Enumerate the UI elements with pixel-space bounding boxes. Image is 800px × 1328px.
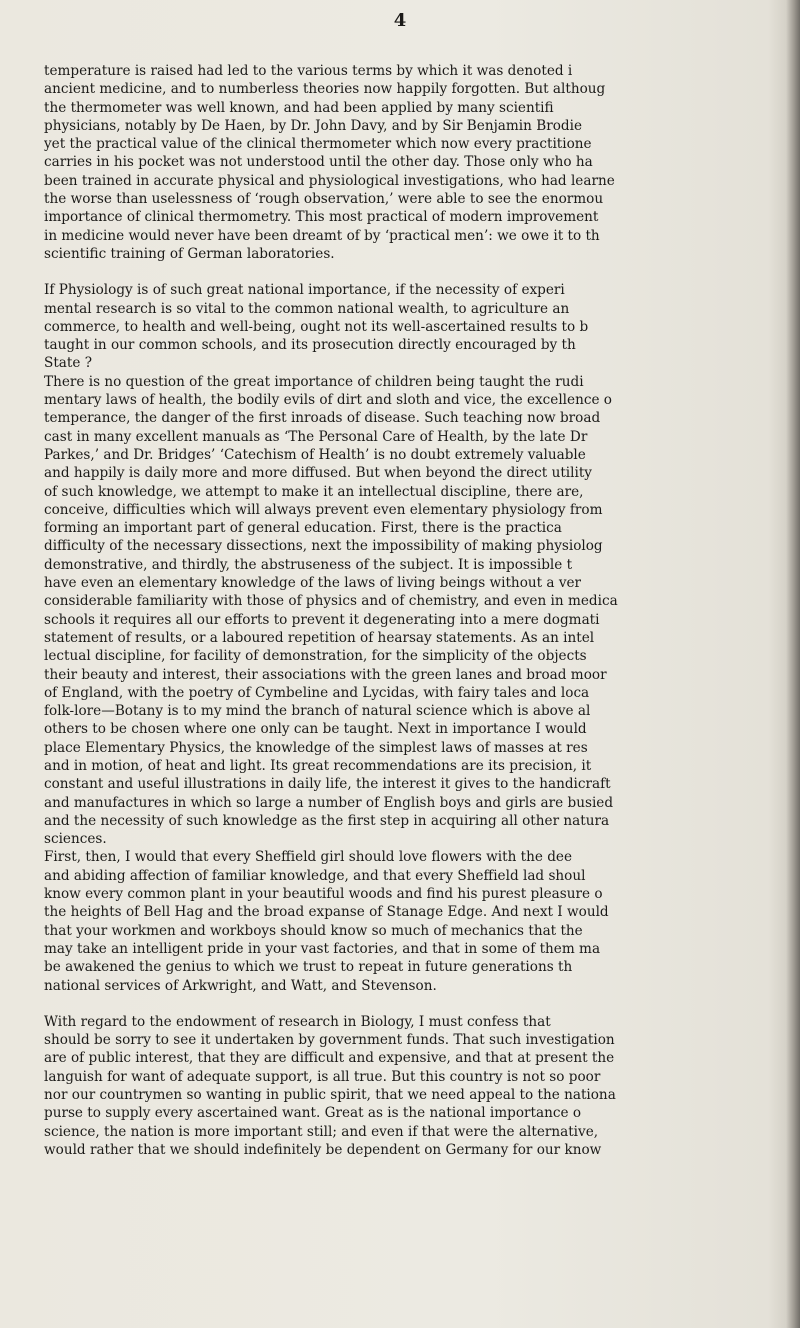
text-line: and manufactures in which so large a number of English boys and girls are busied xyxy=(44,794,614,811)
text-line: There is no question of the great importance of children being taught the rudi xyxy=(44,373,584,390)
text-line: considerable familiarity with those of physics and of chemistry, and even in medica xyxy=(44,593,618,610)
text-line: temperance, the danger of the first inroads of disease. Such teaching now broad xyxy=(44,410,601,427)
text-line: physicians, notably by De Haen, by Dr. John Davy, and by Sir Benjamin Brodie xyxy=(44,117,582,134)
text-line: been trained in accurate physical and physiological investigations, who had learne xyxy=(44,172,615,189)
text-line: importance of clinical thermometry. This most practical of modern improvement xyxy=(44,209,599,226)
text-line: taught in our common schools, and its prosecution directly encouraged by th xyxy=(44,337,576,354)
text-line: others to be chosen where one only can be taught. Next in importance I would xyxy=(44,721,587,738)
text-line: and the necessity of such knowledge as the first step in acquiring all other natura xyxy=(44,812,610,829)
text-line: would rather that we should indefinitely be dependent on Germany for our know xyxy=(44,1141,602,1158)
text-line: forming an important part of general education. First, there is the practica xyxy=(44,520,562,537)
text-line: place Elementary Physics, the knowledge of the simplest laws of masses at res xyxy=(44,739,588,756)
text-line: constant and useful illustrations in daily life, the interest it gives to the handicraft xyxy=(44,776,611,793)
text-line: difficulty of the necessary dissections, next the impossibility of making physiolog xyxy=(44,538,603,555)
text-line: folk-lore—Botany is to my mind the branch of natural science which is above al xyxy=(44,703,591,720)
text-line: State ? xyxy=(44,355,92,372)
text-line: conceive, difficulties which will always prevent even elementary physiology from xyxy=(44,501,603,518)
paragraph-gap xyxy=(44,263,784,281)
text-line: are of public interest, that they are difficult and expensive, and that at present the xyxy=(44,1050,615,1067)
text-line: of such knowledge, we attempt to make it an intellectual discipline, there are, xyxy=(44,483,584,500)
text-line: mental research is so vital to the common national wealth, to agriculture an xyxy=(44,300,570,317)
text-line: sciences. xyxy=(44,831,107,848)
text-line: cast in many excellent manuals as ‘The Personal Care of Health, by the late Dr xyxy=(44,428,588,445)
text-line: the heights of Bell Hag and the broad expanse of Stanage Edge. And next I would xyxy=(44,904,609,921)
page-number: 4 xyxy=(393,10,407,31)
text-line: With regard to the endowment of research in Biology, I must confess that xyxy=(44,1013,551,1030)
text-line: of England, with the poetry of Cymbeline and Lycidas, with fairy tales and loca xyxy=(44,684,590,701)
text-line: statement of results, or a laboured repetition of hearsay statements. As an intel xyxy=(44,629,595,646)
text-line: temperature is raised had led to the various terms by which it was denoted i xyxy=(44,63,573,79)
text-line: have even an elementary knowledge of the laws of living beings without a ver xyxy=(44,575,582,592)
text-line: lectual discipline, for facility of demonstration, for the simplicity of the objects xyxy=(44,648,587,665)
paragraph xyxy=(44,62,784,263)
text-line: may take an intelligent pride in your vast factories, and that in some of them ma xyxy=(44,940,601,957)
text-line: mentary laws of health, the bodily evils of dirt and sloth and vice, the excellence o xyxy=(44,392,612,409)
text-line: that your workmen and workboys should know so much of mechanics that the xyxy=(44,922,583,939)
text-line: languish for want of adequate support, is all true. But this country is not so poor xyxy=(44,1068,601,1085)
text-line: the worse than uselessness of ‘rough observation,’ were able to see the enormou xyxy=(44,191,604,208)
paragraph-gap xyxy=(44,995,784,1013)
text-line: their beauty and interest, their associations with the green lanes and broad moor xyxy=(44,666,607,683)
text-line: Parkes,’ and Dr. Bridges’ ‘Catechism of Health’ is no doubt extremely valuable xyxy=(44,446,586,463)
text-line: and abiding affection of familiar knowledge, and that every Sheffield lad shoul xyxy=(44,867,586,884)
text-line: in medicine would never have been dreamt of by ‘practical men’: we owe it to th xyxy=(44,227,600,244)
text-line: national services of Arkwright, and Watt, and Stevenson. xyxy=(44,977,437,994)
paragraph xyxy=(44,1013,784,1159)
text-line: carries in his pocket was not understood until the other day. Those only who ha xyxy=(44,154,593,171)
text-line: should be sorry to see it undertaken by government funds. That such investigation xyxy=(44,1032,615,1049)
text-line: be awakened the genius to which we trust to repeat in future generations th xyxy=(44,959,573,976)
text-line: nor our countrymen so wanting in public spirit, that we need appeal to the nationa xyxy=(44,1087,616,1104)
text-line: scientific training of German laboratories. xyxy=(44,245,335,262)
text-line: and happily is daily more and more diffused. But when beyond the direct utility xyxy=(44,465,592,482)
text-line: yet the practical value of the clinical thermometer which now every practitione xyxy=(44,136,592,153)
paragraph xyxy=(44,281,784,995)
text-line: First, then, I would that every Sheffield girl should love flowers with the dee xyxy=(44,849,573,866)
text-line: demonstrative, and thirdly, the abstruseness of the subject. It is impossible t xyxy=(44,556,573,573)
text-line: purse to supply every ascertained want. Great as is the national importance o xyxy=(44,1105,581,1122)
body-text xyxy=(44,62,784,1159)
text-line: know every common plant in your beautiful woods and find his purest pleasure o xyxy=(44,886,603,903)
text-line: schools it requires all our efforts to prevent it degenerating into a mere dogmati xyxy=(44,611,600,628)
text-line: If Physiology is of such great national importance, if the necessity of experi xyxy=(44,282,565,299)
text-line: ancient medicine, and to numberless theories now happily forgotten. But althoug xyxy=(44,81,606,98)
text-line: and in motion, of heat and light. Its great recommendations are its precision, it xyxy=(44,757,592,774)
text-line: science, the nation is more important still; and even if that were the alternative, xyxy=(44,1123,599,1140)
text-line: commerce, to health and well-being, ought not its well-ascertained results to b xyxy=(44,318,589,335)
page-edge-shadow xyxy=(786,0,800,1328)
text-line: the thermometer was well known, and had been applied by many scientifi xyxy=(44,99,554,116)
